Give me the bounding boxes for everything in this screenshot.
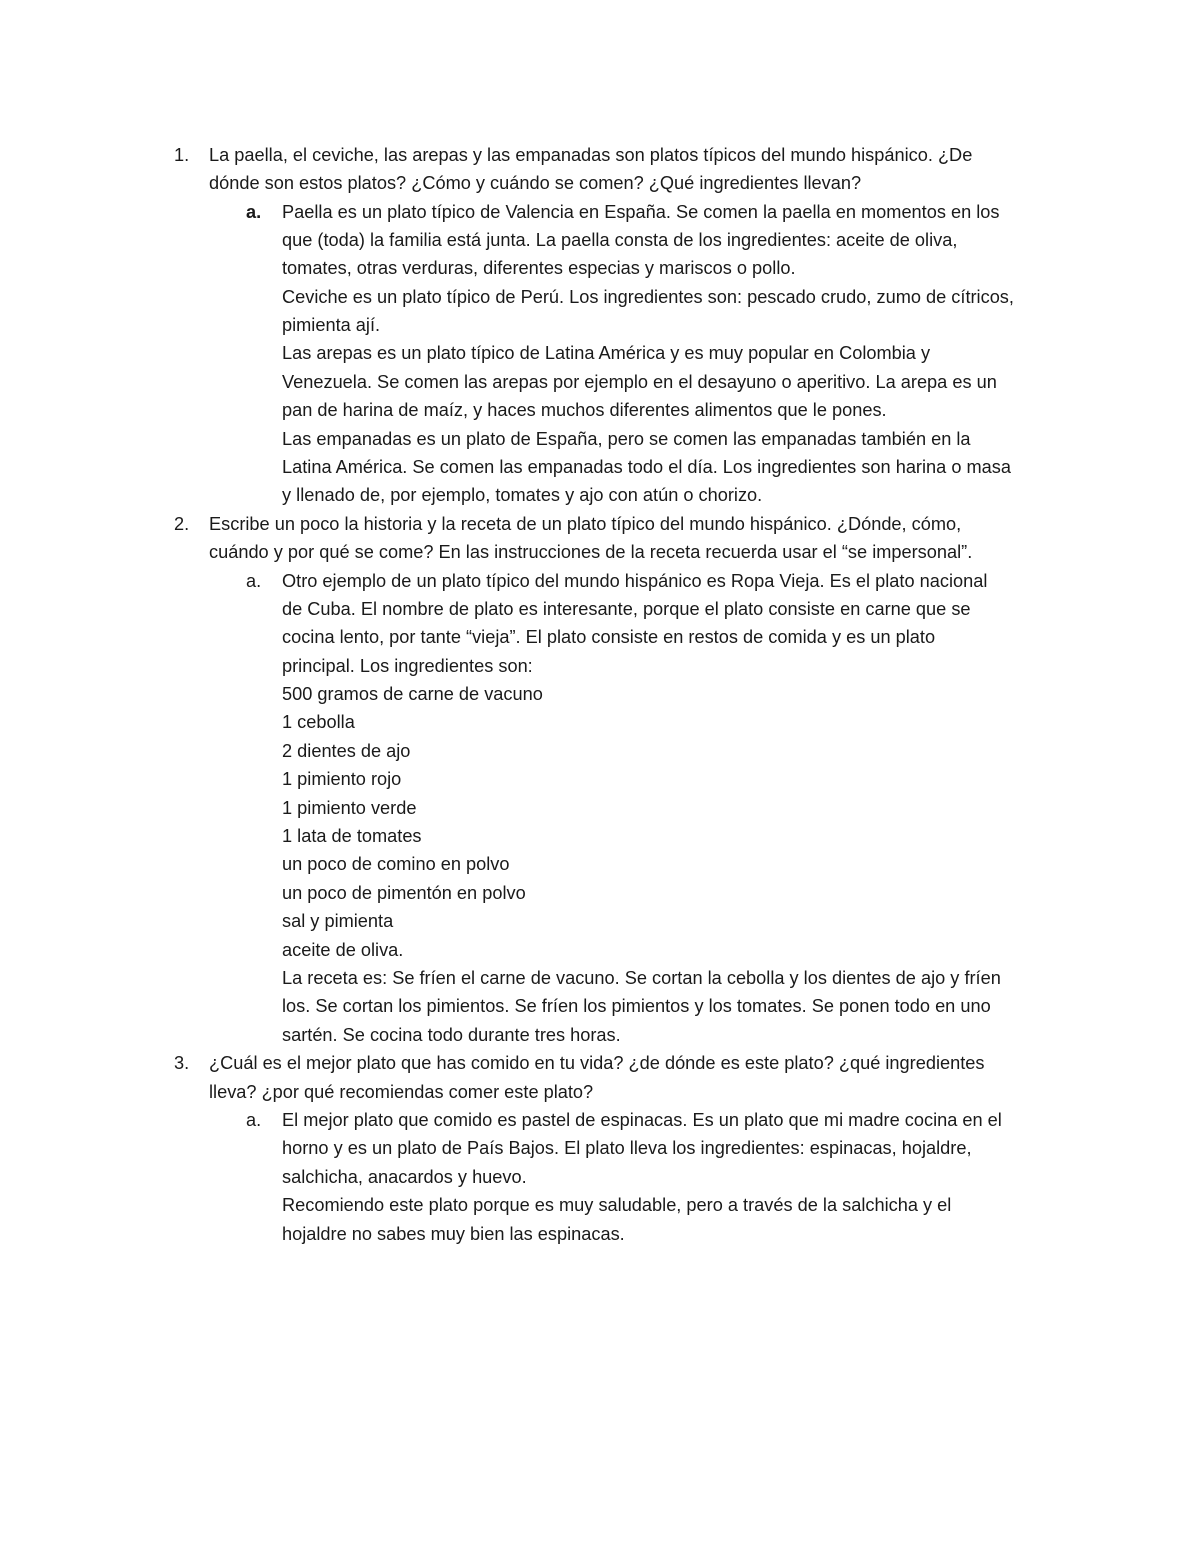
- answer-text-line: El mejor plato que comido es pastel de espinacas. Es un plato que mi madre cocina en el: [282, 1110, 1002, 1130]
- answer-text-line: Recomiendo este plato porque es muy saludable, pero a través de la salchicha y el: [282, 1195, 952, 1215]
- answer-label: a.: [246, 571, 262, 591]
- answer-text-line: principal. Los ingredientes son:: [282, 656, 533, 676]
- question-number: 1.: [174, 145, 190, 165]
- ingredient-line: 2 dientes de ajo: [282, 741, 411, 761]
- answer-text-line: de Cuba. El nombre de plato es interesante, porque el plato consiste en carne que se: [282, 599, 971, 619]
- question-text-line: cuándo y por qué se come? En las instrucciones de la receta recuerda usar el “se impersonal”.: [209, 542, 973, 562]
- ingredient-line: 1 pimiento rojo: [282, 769, 402, 789]
- ingredient-line: 1 pimiento verde: [282, 798, 417, 818]
- answer-text-line: cocina lento, por tante “vieja”. El plato consiste en restos de comida y es un plato: [282, 627, 936, 647]
- answer-text-line: Otro ejemplo de un plato típico del mundo hispánico es Ropa Vieja. Es el plato nacional: [282, 571, 988, 591]
- answer-text-line: Venezuela. Se comen las arepas por ejemplo en el desayuno o aperitivo. La arepa es un: [282, 372, 997, 392]
- answer-text-line: horno y es un plato de País Bajos. El plato lleva los ingredientes: espinacas, hojaldre,: [282, 1138, 972, 1158]
- answer-text-line: que (toda) la familia está junta. La paella consta de los ingredientes: aceite de oliva,: [282, 230, 958, 250]
- answer-text-line: sartén. Se cocina todo durante tres horas.: [282, 1025, 621, 1045]
- question-text-line: dónde son estos platos? ¿Cómo y cuándo se comen? ¿Qué ingredientes llevan?: [209, 173, 862, 193]
- ingredient-line: sal y pimienta: [282, 911, 394, 931]
- question-number: 2.: [174, 514, 190, 534]
- question-text-line: ¿Cuál es el mejor plato que has comido en tu vida? ¿de dónde es este plato? ¿qué ingredientes: [209, 1053, 985, 1073]
- answer-text-line: Las empanadas es un plato de España, pero se comen las empanadas también en la: [282, 429, 971, 449]
- answer-text-line: Las arepas es un plato típico de Latina América y es muy popular en Colombia y: [282, 343, 931, 363]
- answer-text-line: pan de harina de maíz, y haces muchos diferentes alimentos que le pones.: [282, 400, 887, 420]
- answer-text-line: La receta es: Se fríen el carne de vacuno. Se cortan la cebolla y los dientes de ajo y fríen: [282, 968, 1001, 988]
- answer-label: a.: [246, 1110, 262, 1130]
- ingredient-line: 1 cebolla: [282, 712, 355, 732]
- ingredient-line: 1 lata de tomates: [282, 826, 422, 846]
- question-text-line: La paella, el ceviche, las arepas y las empanadas son platos típicos del mundo hispánico. ¿De: [209, 145, 973, 165]
- ingredient-line: un poco de comino en polvo: [282, 854, 510, 874]
- question-text-line: Escribe un poco la historia y la receta de un plato típico del mundo hispánico. ¿Dónde, cómo,: [209, 514, 962, 534]
- answer-label: a.: [246, 202, 262, 222]
- ingredient-line: aceite de oliva.: [282, 940, 404, 960]
- question-number: 3.: [174, 1053, 190, 1073]
- answer-text-line: hojaldre no sabes muy bien las espinacas.: [282, 1224, 625, 1244]
- answer-text-line: los. Se cortan los pimientos. Se fríen los pimientos y los tomates. Se ponen todo en uno: [282, 996, 991, 1016]
- question-text-line: lleva? ¿por qué recomiendas comer este plato?: [209, 1082, 594, 1102]
- ingredient-line: 500 gramos de carne de vacuno: [282, 684, 543, 704]
- ingredient-line: un poco de pimentón en polvo: [282, 883, 526, 903]
- answer-text-line: Paella es un plato típico de Valencia en España. Se comen la paella en momentos en los: [282, 202, 1000, 222]
- answer-text-line: Latina América. Se comen las empanadas todo el día. Los ingredientes son harina o masa: [282, 457, 1011, 477]
- answer-text-line: y llenado de, por ejemplo, tomates y ajo con atún o chorizo.: [282, 485, 763, 505]
- answer-text-line: salchicha, anacardos y huevo.: [282, 1167, 527, 1187]
- answer-text-line: tomates, otras verduras, diferentes especias y mariscos o pollo.: [282, 258, 796, 278]
- answer-text-line: pimienta ají.: [282, 315, 381, 335]
- answer-text-line: Ceviche es un plato típico de Perú. Los ingredientes son: pescado crudo, zumo de cítricos,: [282, 287, 1014, 307]
